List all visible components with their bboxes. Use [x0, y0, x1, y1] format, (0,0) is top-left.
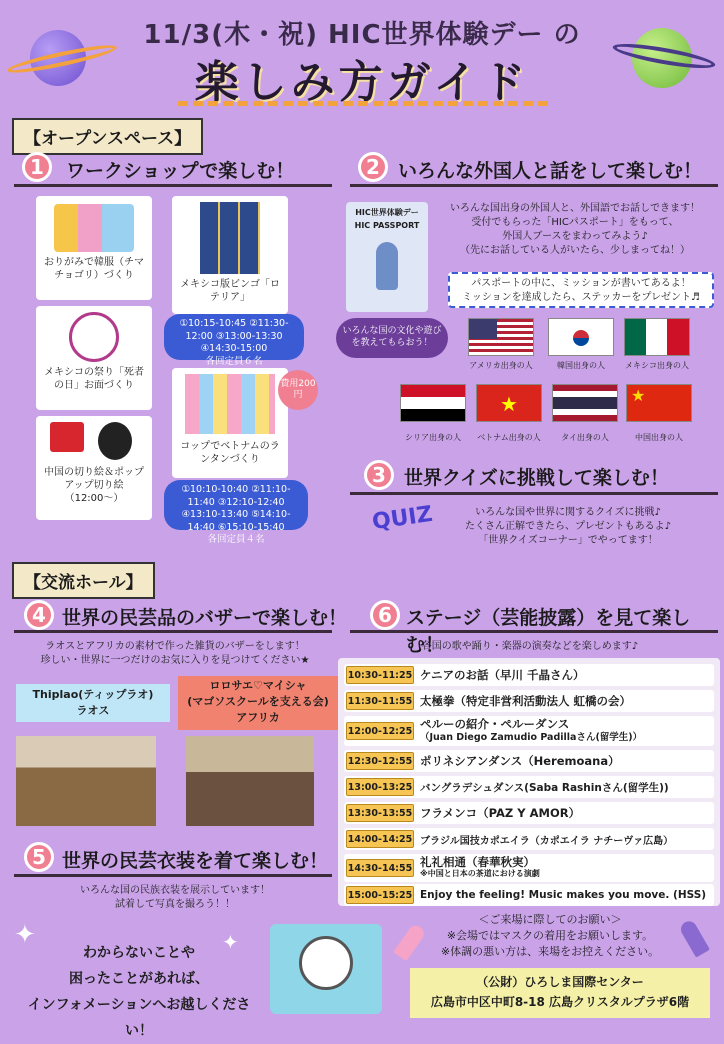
stage-row [344, 690, 714, 712]
stage-act-detail: ※中国と日本の茶道における演劇 [420, 869, 540, 878]
stage-time: 13:30-13:55 [346, 804, 414, 822]
quiz-logo: QUIZ [370, 501, 435, 536]
flag-label: 韓国出身の人 [557, 361, 605, 370]
sec5-text-line: いろんな国の民族衣装を展示しています！ [80, 885, 270, 896]
flag-label: メキシコ出身の人 [625, 361, 689, 370]
workshop-card-loteria [172, 196, 288, 314]
lantern-times: ①10:10-10:40 ②11:10-11:40 ③12:10-12:40 ④13:10-13:40 ⑤14:10-14:40 ⑥15:10-15:40 [181, 484, 291, 533]
mission-text: ミッションを達成したら、ステッカーをプレゼント♬ [462, 292, 700, 303]
open-space-tag: 【オープンスペース】 [12, 118, 203, 155]
bingo-times-bubble [164, 314, 304, 367]
stage-time: 14:00-14:25 [346, 830, 414, 848]
workshop-label: コップでベトナムのランタンづくり [180, 441, 280, 465]
helmet-icon [299, 936, 353, 990]
bingo-capacity: 各回定員６名 [205, 355, 263, 367]
help-line: 困ったことがあれば、 [69, 971, 209, 987]
stage-act: ブラジル国技カポエイラ（カポエイラ ナチーヴァ広島） [420, 835, 674, 847]
stage-time: 13:00-13:25 [346, 778, 414, 796]
section-6-heading: ステージ（芸能披露）を見て楽しむ！ [406, 607, 691, 656]
workshop-label: 中国の切り絵＆ポップアップ切り絵（12:00〜） [44, 467, 144, 504]
stage-time: 15:00-15:25 [346, 886, 414, 904]
organizer-name: （公財）ひろしま国際センター [476, 975, 644, 989]
lantern-fee-badge [278, 370, 318, 410]
workshop-card-mask [36, 306, 152, 410]
section-1-heading: ワークショップで楽しむ！ [66, 160, 295, 182]
workshop-card-hanbok [36, 196, 152, 300]
shop-laos-label [16, 684, 170, 722]
sec4-text-line: 珍しい・世界に一つだけのお気に入りを見つけてください★ [40, 655, 310, 666]
flag-mexico-icon [624, 318, 690, 356]
double-happiness-icon [50, 422, 84, 452]
section-1-divider [14, 184, 332, 187]
stage-time: 14:30-14:55 [346, 859, 414, 877]
stage-time: 10:30-11:25 [346, 666, 414, 684]
sec5-text-line: 試着して写真を撮ろう！！ [115, 899, 235, 910]
flag-usa-icon [468, 318, 534, 356]
sec3-text [440, 506, 696, 548]
bingo-times: ①10:15-10:45 ②11:30-12:00 ③13:00-13:30 ④14:30-15:00 [179, 318, 289, 354]
section-1-number: 1 [22, 152, 52, 182]
flag-label: シリア出身の人 [405, 433, 461, 442]
flag-korea-icon [548, 318, 614, 356]
stage-row [344, 716, 714, 746]
page-subtitle: 11/3(木・祝) HIC世界体験デー の [143, 20, 581, 50]
lantern-fee: 費用200円 [280, 379, 316, 400]
request-line: ※会場ではマスクの着用をお願いします。 [446, 929, 654, 942]
stage-act: ポリネシアンダンス（Heremoana） [420, 754, 620, 768]
stage-time: 12:30-12:55 [346, 752, 414, 770]
sec2-text-line: （先にお話している人がいたら、少しまってね！） [460, 245, 690, 256]
passport-title: HIC世界体験デー HIC PASSPORT [354, 208, 420, 230]
stage-row [344, 664, 714, 686]
title-underline [178, 100, 548, 106]
sec3-text-line: たくさん正解できたら、プレゼントもあるよ♪ [465, 521, 671, 532]
sec4-text-line: ラオスとアフリカの素材で作った雑貨のバザーをします！ [45, 641, 305, 652]
lantern-capacity: 各回定員４名 [207, 534, 265, 545]
hanbok-image [54, 204, 134, 252]
sparkle-icon: ✦ [222, 930, 239, 954]
shop-africa-label [178, 676, 338, 730]
stage-act: 礼礼相通（春華秋実） [420, 855, 535, 869]
sec6-intro: 各国の歌や踊り・楽器の演奏などを楽しめます♪ [421, 641, 639, 652]
section-4-divider [14, 630, 332, 633]
section-5-heading: 世界の民芸衣装を着て楽しむ！ [62, 850, 329, 872]
lantern-image [185, 374, 275, 434]
papercut-image [50, 422, 152, 460]
stage-time: 11:30-11:55 [346, 692, 414, 710]
request-title: ＜ご来場に際してのお願い＞ [478, 913, 622, 926]
organizer-address: 広島市中区中町8-18 広島クリスタルプラザ6階 [430, 995, 690, 1009]
section-6-divider [350, 630, 718, 633]
sec3-text-line: 「世界クイズコーナー」でやってます！ [478, 535, 658, 546]
panda-icon [98, 422, 132, 460]
sparkle-icon: ✦ [14, 920, 36, 950]
shop-country: アフリカ [236, 711, 280, 724]
loteria-cards-image [200, 202, 260, 274]
section-5-number: 5 [24, 842, 54, 872]
request-line: ※体調の悪い方は、来場をお控えください。 [440, 945, 660, 958]
stage-act: ペルーの紹介・ペルーダンス [420, 717, 570, 731]
section-6-number: 6 [370, 600, 400, 630]
stage-row [344, 750, 714, 772]
flag-syria-icon [400, 384, 466, 422]
section-4-number: 4 [24, 600, 54, 630]
flag-label: アメリカ出身の人 [469, 361, 533, 370]
rocket-icon [376, 242, 398, 290]
flag-label: タイ出身の人 [561, 433, 609, 442]
organizer-box [410, 968, 710, 1018]
section-2-heading: いろんな外国人と話をして楽しむ！ [398, 160, 703, 182]
workshop-label: メキシコの祭り「死者の日」お面づくり [44, 367, 144, 391]
stage-time: 12:00-12:25 [346, 722, 414, 740]
hic-passport-card [346, 202, 428, 312]
shop-name: ロロサエ♡マイシャ [209, 679, 307, 692]
section-3-heading: 世界クイズに挑戦して楽しむ！ [404, 467, 669, 489]
shop-org: (マゴソスクールを支える会) [187, 695, 329, 708]
section-3-divider [350, 492, 718, 495]
stage-act: Enjoy the feeling! Music makes you move. (HSS) [420, 889, 707, 901]
help-message [14, 940, 264, 1044]
workshop-card-lantern [172, 368, 288, 478]
sec2-text-line: 受付でもらった「HICパスポート」をもって、 [471, 217, 679, 228]
help-line: わからないことや [83, 945, 195, 961]
flag-label: ベトナム出身の人 [477, 433, 541, 442]
section-4-heading: 世界の民芸品のバザーで楽しむ！ [62, 607, 348, 629]
stage-act: 太極拳（特定非営利活動法人 虹橋の会） [420, 694, 632, 708]
sec2-text-line: いろんな国出身の外国人と、外国語でお話しできます！ [450, 203, 700, 214]
astronaut-icon [270, 924, 382, 1014]
mission-box [448, 272, 714, 308]
sec2-text-line: 外国人ブースをまわってみよう♪ [502, 231, 648, 242]
page-title: 楽しみ方ガイド [194, 57, 530, 108]
flag-vietnam-icon: ★ [476, 384, 542, 422]
flag-label: 中国出身の人 [635, 433, 683, 442]
workshop-label: メキシコ版ビンゴ「ロテリア」 [180, 279, 280, 303]
section-5-divider [14, 874, 332, 877]
bazaar-laos-photo [16, 736, 156, 826]
sec5-text [10, 884, 340, 912]
section-2-number: 2 [358, 152, 388, 182]
stage-row [344, 854, 714, 882]
sec2-text [430, 202, 720, 258]
workshop-label: おりがみで韓服（チマチョゴリ）づくり [44, 257, 144, 281]
stage-act: フラメンコ（PAZ Y AMOR） [420, 806, 581, 820]
stage-row [344, 776, 714, 798]
skull-mask-icon [69, 312, 119, 362]
stage-row [344, 828, 714, 850]
section-3-number: 3 [364, 460, 394, 490]
sec3-text-line: いろんな国や世界に関するクイズに挑戦♪ [475, 507, 661, 518]
mission-text: パスポートの中に、ミッションが書いてあるよ！ [471, 278, 691, 289]
hall-tag: 【交流ホール】 [12, 562, 155, 599]
help-line: インフォメーションへお越しください！ [27, 997, 251, 1039]
shop-name: Thiplao(ティップラオ) [32, 688, 154, 701]
lantern-times-bubble [164, 480, 308, 545]
section-2-divider [350, 184, 718, 187]
culture-bubble [336, 318, 448, 358]
flag-china-icon: ★ [626, 384, 692, 422]
bazaar-africa-photo [186, 736, 314, 826]
shop-country: ラオス [76, 704, 110, 717]
flag-thailand-icon [552, 384, 618, 422]
stage-row [344, 802, 714, 824]
stage-row [344, 884, 714, 906]
workshop-card-papercut [36, 416, 152, 520]
stage-act: ケニアのお話（早川 千晶さん） [420, 668, 585, 682]
culture-bubble-text: いろんな国の文化や遊びを教えてもらおう！ [342, 326, 442, 348]
visitor-requests [400, 912, 700, 960]
stage-act: バングラデシュダンス(Saba Rashinさん(留学生)) [420, 781, 669, 794]
stage-act-detail: （Juan Diego Zamudio Padillaさん(留学生)） [420, 732, 643, 743]
sec4-text [10, 640, 340, 668]
